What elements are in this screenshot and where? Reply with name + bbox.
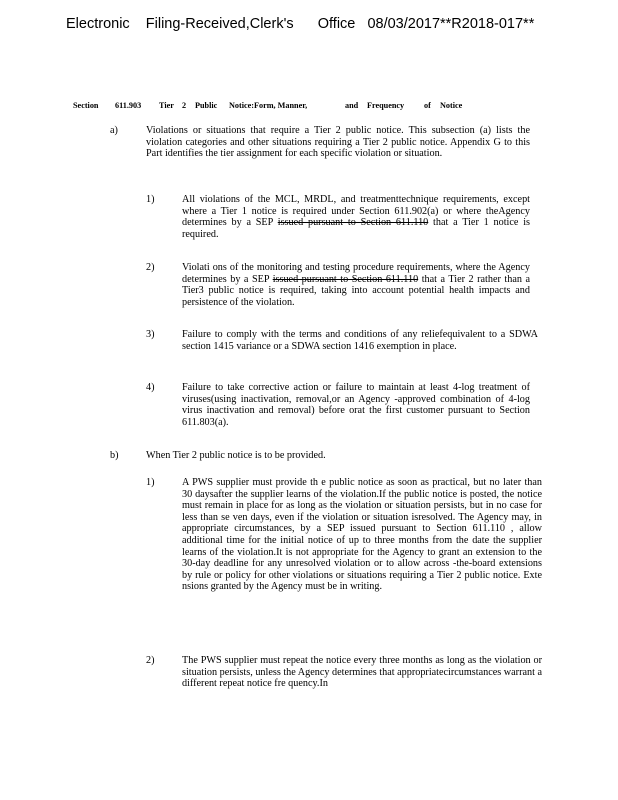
section-tier: Tier [159,101,174,110]
item-a2-label: 2) [146,262,155,273]
section-of: of [424,101,431,110]
item-a3-text: Failure to comply with the terms and conditions of any reliefequivalent to a SDWA section 1415 variance or a SDWA section 1416 exemption in place. [182,329,538,352]
struck-text: issued pursuant to Section 611.110 [272,273,419,285]
filing-header: Electronic Filing-Received,Clerk's Office 08/03/2017**R2018-017** [66,16,535,32]
section-notice: Notice:Form, Manner, [229,101,308,110]
section-frequency: Frequency [367,101,405,110]
subsection-b-text: When Tier 2 public notice is to be provided. [146,450,326,461]
struck-text: issued pursuant to Section 611.110 [277,217,429,229]
section-tier-number: 2 [182,101,187,110]
item-b2-label: 2) [146,655,155,666]
section-public: Public [195,101,218,110]
subsection-a-label: a) [110,125,118,136]
item-b1-label: 1) [146,477,155,488]
item-b2-text: The PWS supplier must repeat the notice every three months as long as the violation or situation persists, unless the Agency determines that appropriatecircumstances warrant a different repeat notice fre quency.In [182,655,542,690]
subsection-b-label: b) [110,450,119,461]
section-label: Section [73,101,99,110]
item-a3-label: 3) [146,329,155,340]
item-a2-text: Violati ons of the monitoring and testing procedure requirements, where the Agency determines by a SEP issued pursuant to Section 611.110 that a Tier 2 rather than a Tier3 public notice is required, taking into account potential health impacts and persistence of the violation. [182,262,530,308]
section-notice-word: Notice [440,101,463,110]
section-and: and [345,101,359,110]
item-a1-label: 1) [146,194,155,205]
item-a4-text: Failure to take corrective action or failure to maintain at least 4-log treatment of viruses(using inactivation, removal,or an Agency -approved combination of 4-log virus inactivation and removal) before orat the first customer pursuant to Section 611.803(a). [182,382,530,428]
item-a1-text: All violations of the MCL, MRDL, and treatmenttechnique requirements, except where a Tier 1 notice is required under Section 611.902(a) or where theAgency determines by a SEP issued pursuant to Section 611.110 that a Tier 1 notice is required. [182,194,530,240]
subsection-a-text: Violations or situations that require a Tier 2 public notice. This subsection (a) lists the violation categories and other situations requiring a Tier 2 public notice. Appendix G to this Part identifies the tier assignment for each specific violation or situation. [146,125,530,160]
item-b1-text: A PWS supplier must provide th e public notice as soon as practical, but no later than 30 daysafter the supplier learns of the violation.If the public notice is posted, the notice must remain in place for as long as the violation or situation persists, but in no case for less than se ven days, even if the violation or situation isresolved. The Agency may, in appropriate circumstances, by a SEP issued pursuant to Section 611.110 , allow additional time for the initial notice of up to three months from the date the supplier learns of the violation.It is not appropriate for the Agency to grant an extension to the 30-day deadline for any unresolved violation or to allow across -the-board extensions by rule or policy for other violations or situations requiring a Tier 2 public notice. Exte nsions granted by the Agency must be in writing. [182,477,542,593]
item-a4-label: 4) [146,382,155,393]
section-number: 611.903 [115,101,142,110]
